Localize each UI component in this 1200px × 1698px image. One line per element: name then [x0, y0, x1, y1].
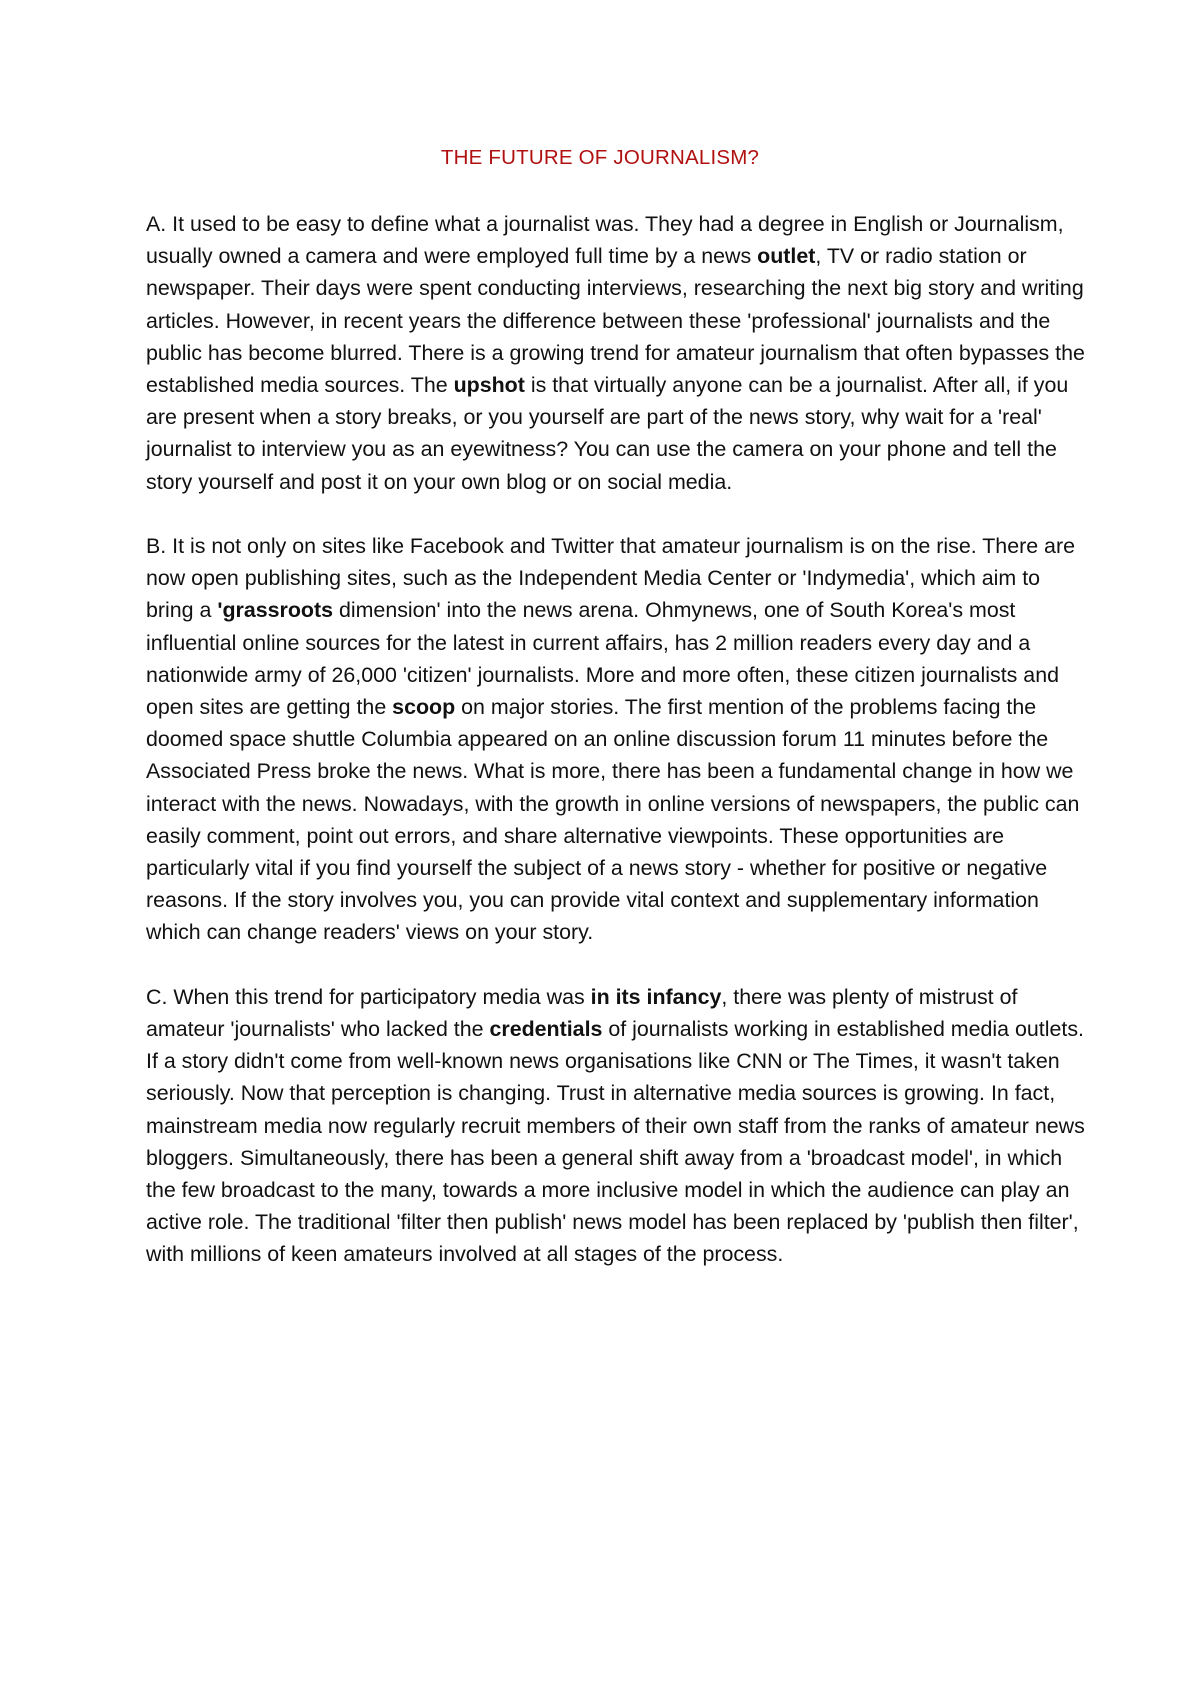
term-upshot: upshot	[453, 373, 525, 398]
paragraph-c	[146, 981, 1086, 1271]
paragraph-b-text-3: on major stories. The first mention of the problems facing the doomed space shuttle Columbia appeared on an online discussion forum 11 minutes before the Associated Press broke the news. What is more, there has been a fundamental change in how we interact with the news. Nowadays, with the growth in online versions of newspapers, the public can easily comment, point out errors, and share alternative viewpoints. These opportunities are particularly vital if you find yourself the subject of a news story - whether for positive or negative reasons. If the story involves you, you can provide vital context and supplementary information which can change readers' views on your story.	[146, 695, 1080, 945]
term-outlet: outlet	[757, 244, 816, 269]
paragraph-b-text-2: dimension' into the news arena. Ohmynews, one of South Korea's most influential online sources for the latest in current affairs, has 2 million readers every day and a nationwide army of 26,000 'citizen' journalists. More and more often, these citizen journalists and open sites are getting the	[146, 598, 1059, 720]
paragraph-c-text-1: C. When this trend for participatory media was	[146, 984, 591, 1009]
page-title: THE FUTURE OF JOURNALISM?	[440, 146, 760, 169]
paragraph-a	[146, 208, 1086, 498]
paragraph-a-text-2: , TV or radio station or newspaper. Their days were spent conducting interviews, researching the next big story and writing articles. However, in recent years the difference between these 'professional' journalists and the public has become blurred. There is a growing trend for amateur journalism that often bypasses the established media sources. The	[146, 244, 1085, 398]
paragraph-b	[146, 530, 1086, 949]
paragraph-a-text-3: is that virtually anyone can be a journalist. After all, if you are present when a story breaks, or you yourself are part of the news story, why wait for a 'real' journalist to interview you as an eyewitness? You can use the camera on your phone and tell the story yourself and post it on your own blog or on social media.	[146, 373, 1069, 494]
paragraph-b-text-1: B. It is not only on sites like Facebook and Twitter that amateur journalism is on the rise. There are now open publishing sites, such as the Independent Media Center or 'Indymedia', which aim to bring a	[146, 534, 1075, 623]
term-credentials: credentials	[489, 1017, 603, 1042]
term-scoop: scoop	[392, 695, 456, 720]
term-grassroots: 'grassroots	[217, 598, 334, 623]
paragraph-c-text-2: , there was plenty of mistrust of amateur 'journalists' who lacked the	[146, 984, 1018, 1042]
paragraph-c-text-3: of journalists working in established media outlets. If a story didn't come from well-known news organisations like CNN or The Times, it wasn't taken seriously. Now that perception is changing. Trust in alternative media sources is growing. In fact, mainstream media now regularly recruit members of their own staff from the ranks of amateur news bloggers. Simultaneously, there has been a general shift away from a 'broadcast model', in which the few broadcast to the many, towards a more inclusive model in which the audience can play an active role. The traditional 'filter then publish' news model has been replaced by 'publish then filter', with millions of keen amateurs involved at all stages of the process.	[146, 1017, 1085, 1267]
term-in-its-infancy: in its infancy	[590, 984, 722, 1009]
document-body	[146, 208, 1086, 1303]
paragraph-a-text-1: A. It used to be easy to define what a journalist was. They had a degree in English or Journalism, usually owned a camera and were employed full time by a news	[146, 212, 1064, 269]
